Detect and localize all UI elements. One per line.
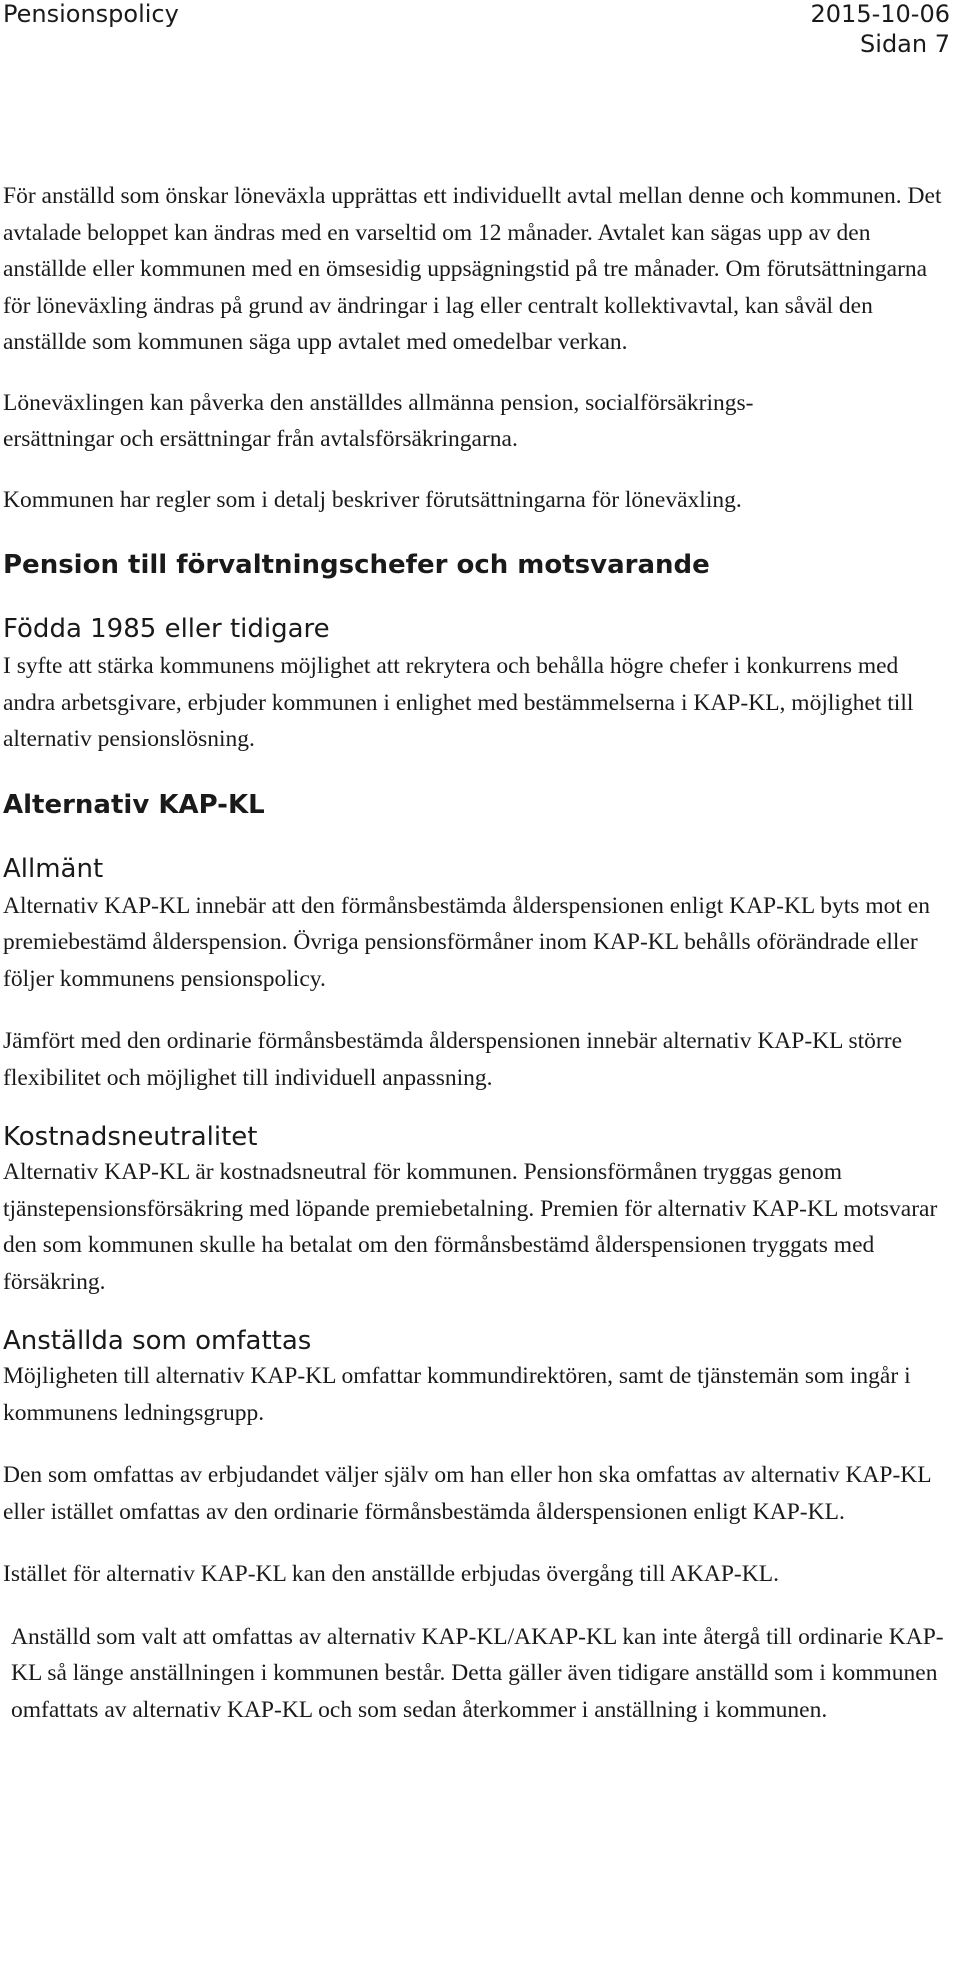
paragraph-line: ersättningar och ersättningar från avtalsförsäkringarna. <box>3 426 518 452</box>
document-title: Pensionspolicy <box>3 0 179 28</box>
page-header <box>0 0 960 60</box>
paragraph-mojligheten: Möjligheten till alternativ KAP-KL omfattar kommundirektören, samt de tjänstemän som ingår i kommunens ledningsgrupp. <box>3 1363 911 1426</box>
paragraph-jamfort: Jämfört med den ordinarie förmånsbestämda ålderspensionen innebär alternativ KAP-KL större flexibilitet och möjlighet till individuell anpassning. <box>3 1028 903 1091</box>
paragraph-erbjudandet: Den som omfattas av erbjudandet väljer själv om han eller hon ska omfattas av alternativ KAP-KL eller istället omfattas av den ordinarie förmånsbestämda ålderspensionen enligt KAP-KL. <box>3 1462 931 1525</box>
page-number: Sidan 7 <box>860 30 950 58</box>
heading-allmant: Allmänt <box>3 853 104 884</box>
paragraph-aterga: Anställd som valt att omfattas av alternativ KAP-KL/AKAP-KL kan inte återgå till ordinarie KAP-KL så länge anställningen i kommunen består. Detta gäller även tidigare anställd som i kommunen omfattats av alternativ KAP-KL och som sedan återkommer i anställning i kommunen. <box>11 1623 944 1723</box>
paragraph-line: Löneväxlingen kan påverka den anställdes allmänna pension, socialförsäkrings- <box>3 389 754 416</box>
paragraph-kommunen-regler: Kommunen har regler som i detalj beskriver förutsättningarna för löneväxling. <box>3 486 742 513</box>
paragraph-akap-kl: Istället för alternativ KAP-KL kan den anställde erbjudas övergång till AKAP-KL. <box>3 1561 779 1587</box>
paragraph-kostnadsneutral: Alternativ KAP-KL är kostnadsneutral för kommunen. Pensionsförmånen tryggas genom tjänstepensionsförsäkring med löpande premiebetalning. Premien för alternativ KAP-KL motsvarar den som kommunen skulle ha betalat om den förmånsbestämd ålderspensionen tryggats med försäkring. <box>3 1159 938 1295</box>
paragraph-syfte: I syfte att stärka kommunens möjlighet att rekrytera och behålla högre chefer i konkurrens med andra arbetsgivare, erbjuder kommunen i enlighet med bestämmelserna i KAP-KL, möjlighet till alternativ pensionslösning. <box>3 653 914 752</box>
heading-alternativ-kap-kl: Alternativ KAP-KL <box>3 789 265 820</box>
paragraph-loneväxling-paverkan <box>3 385 953 458</box>
document-body <box>3 178 953 1728</box>
document-date: 2015-10-06 <box>810 0 950 28</box>
heading-anstallda-som-omfattas: Anställda som omfattas <box>3 1326 312 1356</box>
paragraph-allmant: Alternativ KAP-KL innebär att den förmånsbestämda ålderspensionen enligt KAP-KL byts mot en premiebestämd ålderspension. Övriga pensionsförmåner inom KAP-KL behålls oförändrade eller följer kommunens pensionspolicy. <box>3 892 930 992</box>
paragraph-loneväxling-avtal: För anställd som önskar löneväxla upprättas ett individuellt avtal mellan denne och kommunen. Det avtalade beloppet kan ändras med en varseltid om 12 månader. Avtalet kan sägas upp av den anställde eller kommunen med en ömsesidig uppsägningstid på tre månader. Om förutsättningarna för löneväxling ändras på grund av ändringar i lag eller centralt kollektivavtal, kan såväl den anställde som kommunen säga upp avtalet med omedelbar verkan. <box>3 183 942 355</box>
heading-pension-chefer: Pension till förvaltningschefer och motsvarande <box>3 550 710 580</box>
heading-fodda-1985: Födda 1985 eller tidigare <box>3 614 330 644</box>
heading-kostnadsneutralitet: Kostnadsneutralitet <box>3 1122 258 1152</box>
